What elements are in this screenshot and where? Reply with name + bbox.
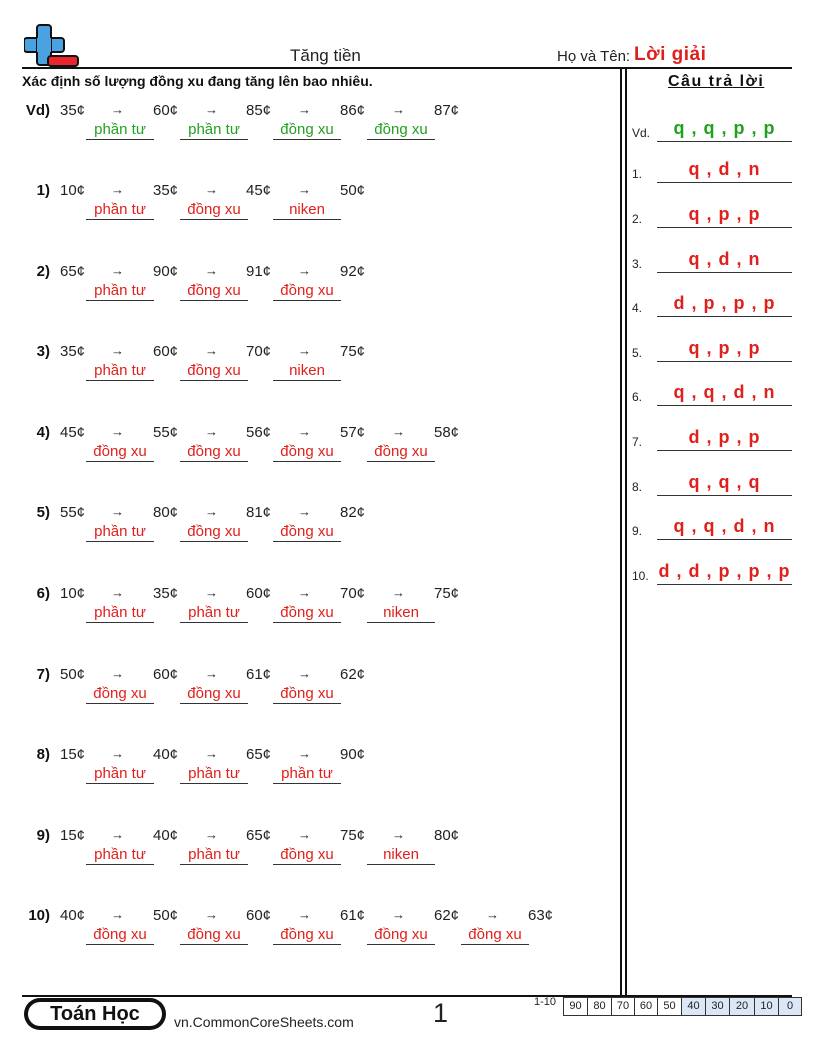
arrow-right-icon: → — [298, 585, 311, 600]
problem-6 — [0, 585, 616, 635]
arrow-right-icon: → — [298, 102, 311, 117]
arrow-right-icon: → — [392, 424, 405, 439]
amount-value: 62¢ — [340, 666, 366, 683]
arrow-right-icon: → — [111, 102, 124, 117]
arrow-right-icon: → — [111, 182, 124, 197]
column-divider-left — [620, 68, 622, 996]
amount-value: 75¢ — [340, 827, 366, 844]
arrow-right-icon: → — [111, 746, 124, 761]
coin-answer: đồng xu — [273, 685, 341, 704]
answer-2 — [632, 202, 794, 228]
amount-value: 90¢ — [340, 746, 366, 763]
coin-answer: đồng xu — [180, 443, 248, 462]
coin-answer: đồng xu — [367, 443, 435, 462]
coin-answer: đồng xu — [86, 926, 154, 945]
amount-value: 90¢ — [153, 263, 179, 280]
answer-label: 2. — [632, 212, 643, 226]
amount-value: 40¢ — [60, 907, 86, 924]
problem-number: 3) — [36, 343, 50, 360]
arrow-right-icon: → — [205, 343, 218, 358]
answer-line — [657, 361, 792, 362]
amount-value: 35¢ — [60, 343, 86, 360]
coin-answer: phần tư — [86, 765, 154, 784]
answer-line — [657, 182, 792, 183]
answer-label: 5. — [632, 346, 643, 360]
arrow-right-icon: → — [392, 102, 405, 117]
answer-9 — [632, 514, 794, 540]
coin-answer: đồng xu — [273, 604, 341, 623]
arrow-right-icon: → — [392, 907, 405, 922]
answer-1 — [632, 157, 794, 183]
amount-value: 35¢ — [153, 182, 179, 199]
amount-value: 56¢ — [246, 424, 272, 441]
example-problem — [0, 102, 616, 152]
score-table — [564, 997, 802, 1016]
coin-answer: đồng xu — [180, 523, 248, 542]
answer-label: 7. — [632, 435, 643, 449]
page-number: 1 — [433, 998, 449, 1028]
arrow-right-icon: → — [205, 907, 218, 922]
score-cell: 30 — [705, 997, 730, 1016]
amount-value: 91¢ — [246, 263, 272, 280]
answer-3 — [632, 247, 794, 273]
amount-value: 61¢ — [340, 907, 366, 924]
answer-label: 8. — [632, 480, 643, 494]
arrow-right-icon: → — [205, 504, 218, 519]
score-cell: 60 — [634, 997, 658, 1016]
amount-value: 80¢ — [434, 827, 460, 844]
arrow-right-icon: → — [298, 746, 311, 761]
coin-answer: phần tư — [180, 121, 248, 140]
coin-answer: đồng xu — [273, 121, 341, 140]
arrow-right-icon: → — [298, 666, 311, 681]
coin-answer: đồng xu — [367, 121, 435, 140]
amount-value: 58¢ — [434, 424, 460, 441]
header-rule — [22, 67, 792, 69]
arrow-right-icon: → — [111, 827, 124, 842]
amount-value: 15¢ — [60, 827, 86, 844]
amount-value: 62¢ — [434, 907, 460, 924]
arrow-right-icon: → — [205, 746, 218, 761]
arrow-right-icon: → — [111, 504, 124, 519]
coin-answer: đồng xu — [461, 926, 529, 945]
problem-number: 6) — [36, 585, 50, 602]
answer-line — [657, 141, 792, 142]
arrow-right-icon: → — [205, 666, 218, 681]
arrow-right-icon: → — [111, 666, 124, 681]
coin-answer: đồng xu — [86, 685, 154, 704]
amount-value: 65¢ — [60, 263, 86, 280]
answer-6 — [632, 380, 794, 406]
brand-badge — [24, 998, 166, 1030]
amount-value: 55¢ — [60, 504, 86, 521]
problem-number: 2) — [36, 263, 50, 280]
score-range-label: 1-10 — [534, 996, 557, 1008]
coin-answer: phần tư — [86, 604, 154, 623]
arrow-right-icon: → — [111, 424, 124, 439]
arrow-right-icon: → — [298, 182, 311, 197]
arrow-right-icon: → — [298, 343, 311, 358]
answer-value: q , d , n — [688, 249, 761, 269]
answer-label: 6. — [632, 390, 643, 404]
amount-value: 50¢ — [153, 907, 179, 924]
coin-answer: niken — [273, 362, 341, 381]
coin-answer: phần tư — [273, 765, 341, 784]
arrow-right-icon: → — [298, 907, 311, 922]
coin-answer: phần tư — [86, 121, 154, 140]
problem-number: 4) — [36, 424, 50, 441]
answer-line — [657, 539, 792, 540]
problem-4 — [0, 424, 616, 474]
amount-value: 10¢ — [60, 585, 86, 602]
answer-value: q , p , p — [688, 338, 761, 358]
amount-value: 60¢ — [153, 343, 179, 360]
score-cell: 90 — [563, 997, 588, 1016]
amount-value: 15¢ — [60, 746, 86, 763]
amount-value: 65¢ — [246, 746, 272, 763]
answer-4 — [632, 291, 794, 317]
column-divider-right — [625, 68, 627, 996]
answer-line — [657, 316, 792, 317]
amount-value: 55¢ — [153, 424, 179, 441]
answer-8 — [632, 470, 794, 496]
amount-value: 45¢ — [60, 424, 86, 441]
coin-answer: niken — [367, 604, 435, 623]
answer-7 — [632, 425, 794, 451]
amount-value: 70¢ — [246, 343, 272, 360]
coin-answer: đồng xu — [180, 201, 248, 220]
score-cell: 70 — [611, 997, 635, 1016]
problem-5 — [0, 504, 616, 554]
coin-answer: phần tư — [86, 846, 154, 865]
coin-answer: phần tư — [180, 604, 248, 623]
coin-answer: phần tư — [180, 765, 248, 784]
coin-answer: đồng xu — [273, 282, 341, 301]
amount-value: 60¢ — [153, 666, 179, 683]
problem-3 — [0, 343, 616, 393]
answer-value: d , p , p — [688, 427, 761, 447]
answer-label: 4. — [632, 301, 643, 315]
instructions: Xác định số lượng đồng xu đang tăng lên bao nhiêu. — [22, 73, 373, 89]
coin-answer: đồng xu — [180, 362, 248, 381]
answer-label: 1. — [632, 167, 643, 181]
answer-label: 9. — [632, 524, 643, 538]
arrow-right-icon: → — [205, 263, 218, 278]
amount-value: 57¢ — [340, 424, 366, 441]
amount-value: 60¢ — [153, 102, 179, 119]
arrow-right-icon: → — [298, 263, 311, 278]
arrow-right-icon: → — [205, 182, 218, 197]
answer-line — [657, 495, 792, 496]
coin-answer: phần tư — [180, 846, 248, 865]
answer-10 — [632, 559, 794, 585]
amount-value: 50¢ — [340, 182, 366, 199]
amount-value: 45¢ — [246, 182, 272, 199]
answer-value: q , q , d , n — [673, 382, 776, 402]
problem-number: Vd) — [25, 102, 50, 119]
answer-line — [657, 450, 792, 451]
answer-value: q , q , d , n — [673, 516, 776, 536]
amount-value: 61¢ — [246, 666, 272, 683]
coin-answer: đồng xu — [273, 846, 341, 865]
coin-answer: phần tư — [86, 201, 154, 220]
amount-value: 60¢ — [246, 585, 272, 602]
coin-answer: đồng xu — [180, 685, 248, 704]
coin-answer: đồng xu — [180, 282, 248, 301]
name-value: Lời giải — [634, 44, 707, 65]
arrow-right-icon: → — [392, 827, 405, 842]
problem-number: 8) — [36, 746, 50, 763]
answers-title: Câu trả lời — [668, 73, 765, 90]
answer-5 — [632, 336, 794, 362]
amount-value: 40¢ — [153, 827, 179, 844]
score-cell: 40 — [681, 997, 706, 1016]
coin-answer: phần tư — [86, 523, 154, 542]
arrow-right-icon: → — [486, 907, 499, 922]
answer-example — [632, 116, 794, 142]
arrow-right-icon: → — [205, 827, 218, 842]
answer-line — [657, 405, 792, 406]
coin-answer: đồng xu — [273, 926, 341, 945]
arrow-right-icon: → — [205, 102, 218, 117]
coin-answer: đồng xu — [273, 523, 341, 542]
answer-line — [657, 227, 792, 228]
answer-value: q , q , p , p — [673, 118, 776, 138]
problem-number: 1) — [36, 182, 50, 199]
amount-value: 75¢ — [340, 343, 366, 360]
plus-minus-logo-icon — [24, 24, 80, 70]
problem-number: 9) — [36, 827, 50, 844]
coin-answer: đồng xu — [86, 443, 154, 462]
problem-7 — [0, 666, 616, 716]
coin-answer: đồng xu — [273, 443, 341, 462]
name-label: Họ và Tên: — [557, 48, 631, 65]
coin-answer: niken — [273, 201, 341, 220]
problem-9 — [0, 827, 616, 877]
arrow-right-icon: → — [205, 424, 218, 439]
problem-10 — [0, 907, 616, 957]
score-cell: 0 — [778, 997, 802, 1016]
coin-answer: đồng xu — [367, 926, 435, 945]
answer-label: 3. — [632, 257, 643, 271]
answer-label: Vd. — [632, 126, 651, 140]
amount-value: 35¢ — [60, 102, 86, 119]
arrow-right-icon: → — [111, 907, 124, 922]
amount-value: 63¢ — [528, 907, 554, 924]
amount-value: 70¢ — [340, 585, 366, 602]
coin-answer: phần tư — [86, 362, 154, 381]
coin-answer: niken — [367, 846, 435, 865]
arrow-right-icon: → — [298, 827, 311, 842]
answer-line — [657, 584, 792, 585]
worksheet-title: Tăng tiền — [290, 46, 361, 65]
amount-value: 87¢ — [434, 102, 460, 119]
amount-value: 81¢ — [246, 504, 272, 521]
problem-number: 10) — [28, 907, 50, 924]
arrow-right-icon: → — [111, 343, 124, 358]
amount-value: 86¢ — [340, 102, 366, 119]
amount-value: 80¢ — [153, 504, 179, 521]
arrow-right-icon: → — [392, 585, 405, 600]
amount-value: 60¢ — [246, 907, 272, 924]
problem-2 — [0, 263, 616, 313]
arrow-right-icon: → — [111, 263, 124, 278]
coin-answer: đồng xu — [180, 926, 248, 945]
problem-number: 7) — [36, 666, 50, 683]
amount-value: 35¢ — [153, 585, 179, 602]
amount-value: 65¢ — [246, 827, 272, 844]
answer-label: 10. — [632, 569, 649, 583]
problem-number: 5) — [36, 504, 50, 521]
answer-value: q , p , p — [688, 204, 761, 224]
amount-value: 92¢ — [340, 263, 366, 280]
amount-value: 40¢ — [153, 746, 179, 763]
amount-value: 50¢ — [60, 666, 86, 683]
amount-value: 82¢ — [340, 504, 366, 521]
brand-label: Toán Học — [28, 1002, 162, 1026]
answer-line — [657, 272, 792, 273]
amount-value: 10¢ — [60, 182, 86, 199]
arrow-right-icon: → — [298, 424, 311, 439]
score-cell: 20 — [729, 997, 755, 1016]
amount-value: 75¢ — [434, 585, 460, 602]
arrow-right-icon: → — [111, 585, 124, 600]
answer-value: d , d , p , p , p — [658, 561, 791, 581]
answer-value: d , p , p , p — [673, 293, 776, 313]
score-cell: 10 — [754, 997, 779, 1016]
problem-8 — [0, 746, 616, 796]
site-url: vn.CommonCoreSheets.com — [174, 1014, 354, 1030]
problem-1 — [0, 182, 616, 232]
answer-value: q , d , n — [688, 159, 761, 179]
arrow-right-icon: → — [205, 585, 218, 600]
coin-answer: phần tư — [86, 282, 154, 301]
arrow-right-icon: → — [298, 504, 311, 519]
score-cell: 50 — [657, 997, 682, 1016]
score-cell: 80 — [587, 997, 612, 1016]
answer-value: q , q , q — [688, 472, 761, 492]
amount-value: 85¢ — [246, 102, 272, 119]
